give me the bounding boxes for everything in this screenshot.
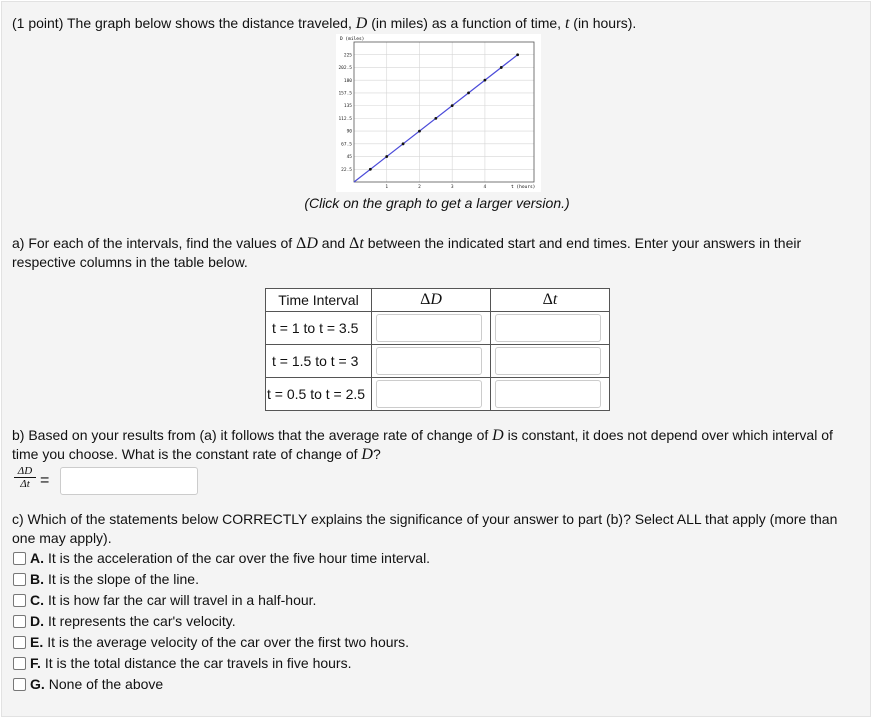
y-tick-label: 45: [346, 155, 352, 161]
option-f[interactable]: F. It is the total distance the car travels in five hours.: [13, 654, 351, 673]
table-row: [266, 312, 610, 345]
checkbox[interactable]: [13, 615, 26, 628]
table-row: [266, 378, 610, 411]
y-axis-label: D (miles): [340, 37, 365, 42]
option-b[interactable]: B. It is the slope of the line.: [13, 570, 199, 589]
y-tick-label: 225: [343, 53, 352, 59]
interval-label: t = 1 to t = 3.5: [266, 312, 372, 345]
data-point: [500, 66, 503, 69]
rate-fraction: [14, 465, 36, 490]
x-tick-label: 3: [450, 185, 454, 190]
option-e[interactable]: E. It is the average velocity of the car over the first two hours.: [13, 633, 409, 652]
checkbox[interactable]: [13, 657, 26, 670]
delta-d-input-3[interactable]: [376, 380, 482, 408]
data-point: [434, 117, 437, 120]
part-a-instructions: a) For each of the intervals, find the values of ΔD and Δt between the indicated start and end times. Enter your answers in their respective columns in the table below.: [12, 235, 802, 270]
rate-answer-input[interactable]: [60, 467, 198, 495]
part-c-instructions: c) Which of the statements below CORRECTLY explains the significance of your answer to part (b)? Select ALL that apply (more than one may apply).: [12, 511, 838, 546]
y-tick-label: 67.5: [341, 142, 352, 148]
data-point: [369, 168, 372, 171]
checkbox[interactable]: [13, 594, 26, 607]
delta-t-cell: [491, 345, 610, 378]
data-point: [516, 53, 519, 56]
delta-t-input-3[interactable]: [495, 380, 601, 408]
interval-label: t = 1.5 to t = 3: [266, 345, 372, 378]
fraction-numerator: ΔD: [14, 465, 36, 478]
data-point: [418, 130, 421, 133]
data-point: [467, 92, 470, 95]
y-tick-label: 157.5: [338, 91, 352, 97]
checkbox[interactable]: [13, 573, 26, 586]
col-header-delta-d: ΔD: [372, 289, 491, 312]
x-tick-label: 1: [385, 185, 389, 190]
y-tick-label: 112.5: [338, 116, 352, 122]
option-d[interactable]: D. It represents the car's velocity.: [13, 612, 236, 631]
click-graph-note: (Click on the graph to get a larger version.): [304, 195, 570, 211]
x-tick-label: 4: [483, 185, 487, 190]
delta-d-cell: [372, 378, 491, 411]
table-row: [266, 345, 610, 378]
data-point: [484, 79, 487, 82]
data-point: [385, 155, 388, 158]
answer-table: [265, 288, 610, 411]
delta-d-cell: [372, 312, 491, 345]
delta-t-input-1[interactable]: [495, 314, 601, 342]
col-header-delta-t: Δt: [491, 289, 610, 312]
equals-sign: =: [40, 472, 50, 489]
option-a[interactable]: A. It is the acceleration of the car over the five hour time interval.: [13, 549, 430, 568]
question-intro: (1 point) The graph below shows the distance traveled, D (in miles) as a function of time, t (in hours).: [12, 15, 637, 32]
delta-d-input-2[interactable]: [376, 347, 482, 375]
delta-t-cell: [491, 378, 610, 411]
checkbox[interactable]: [13, 636, 26, 649]
data-point: [451, 104, 454, 107]
x-axis-label: t (hours): [511, 185, 536, 190]
checkbox[interactable]: [13, 552, 26, 565]
x-tick-label: 2: [418, 185, 421, 190]
data-point: [402, 142, 405, 145]
fraction-denominator: Δt: [20, 478, 30, 490]
delta-d-input-1[interactable]: [376, 314, 482, 342]
col-header-interval: Time Interval: [266, 289, 372, 312]
delta-t-cell: [491, 312, 610, 345]
problem-panel: [1, 1, 871, 717]
graph-background: [336, 34, 541, 192]
y-tick-label: 180: [343, 78, 352, 84]
option-c[interactable]: C. It is how far the car will travel in a half-hour.: [13, 591, 316, 610]
y-tick-label: 202.5: [338, 66, 352, 72]
delta-d-cell: [372, 345, 491, 378]
y-tick-label: 22.5: [341, 167, 352, 173]
distance-time-graph[interactable]: [336, 34, 541, 192]
interval-label: t = 0.5 to t = 2.5: [266, 378, 372, 411]
option-g[interactable]: G. None of the above: [13, 675, 163, 694]
delta-t-input-2[interactable]: [495, 347, 601, 375]
y-tick-label: 135: [343, 104, 352, 110]
checkbox[interactable]: [13, 678, 26, 691]
y-tick-label: 90: [346, 129, 352, 135]
part-b-instructions: b) Based on your results from (a) it follows that the average rate of change of D is constant, it does not depend over which interval of time you choose. What is the constant rate of change of D?: [12, 427, 833, 463]
